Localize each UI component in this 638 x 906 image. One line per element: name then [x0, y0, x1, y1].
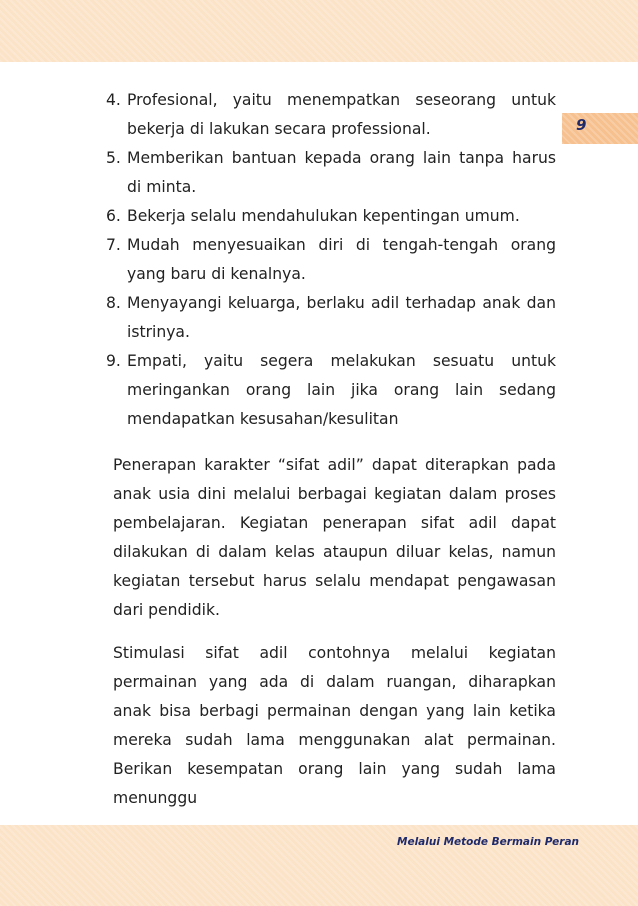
list-item-text: Mudah menyesuaikan diri di tengah-tengah orang yang baru di kenalnya.	[127, 236, 556, 283]
list-item	[106, 231, 556, 289]
list-item-text: Memberikan bantuan kepada orang lain tanpa harus di minta.	[127, 149, 556, 196]
footer-title: Melalui Metode Bermain Peran	[397, 836, 580, 848]
list-item	[106, 202, 556, 231]
list-item	[106, 144, 556, 202]
list-item-number: 7.	[106, 236, 121, 254]
list-item-number: 8.	[106, 294, 121, 312]
list-item-text: Menyayangi keluarga, berlaku adil terhadap anak dan istrinya.	[127, 294, 556, 341]
page-number: 9	[576, 116, 587, 134]
page-number-tab	[562, 113, 638, 144]
list-item-number: 6.	[106, 207, 121, 225]
list-item-number: 9.	[106, 352, 121, 370]
paragraph-penerapan: Penerapan karakter “sifat adil” dapat diterapkan pada anak usia dini melalui berbagai kegiatan dalam proses pembelajaran. Kegiatan penerapan sifat adil dapat dilakukan di dalam kelas ataupun diluar kelas, namun kegiatan tersebut harus selalu mendapat pengawasan dari pendidik.	[113, 456, 556, 619]
list-item-number: 5.	[106, 149, 121, 167]
characteristics-list	[106, 86, 556, 434]
header-band	[0, 0, 638, 62]
list-item	[106, 86, 556, 144]
list-item-number: 4.	[106, 91, 121, 109]
list-item-text: Empati, yaitu segera melakukan sesuatu untuk meringankan orang lain jika orang lain sedang mendapatkan kesusahan/kesulitan	[127, 352, 556, 428]
paragraph-stimulasi: Stimulasi sifat adil contohnya melalui kegiatan permainan yang ada di dalam ruangan, diharapkan anak bisa berbagi permainan dengan yang lain ketika mereka sudah lama menggunakan alat permainan. Berikan kesempatan orang lain yang sudah lama menunggu	[113, 644, 556, 807]
list-item	[106, 289, 556, 347]
list-item-text: Profesional, yaitu menempatkan seseorang untuk bekerja di lakukan secara professional.	[127, 91, 556, 138]
list-item	[106, 347, 556, 434]
list-item-text: Bekerja selalu mendahulukan kepentingan umum.	[127, 207, 520, 225]
